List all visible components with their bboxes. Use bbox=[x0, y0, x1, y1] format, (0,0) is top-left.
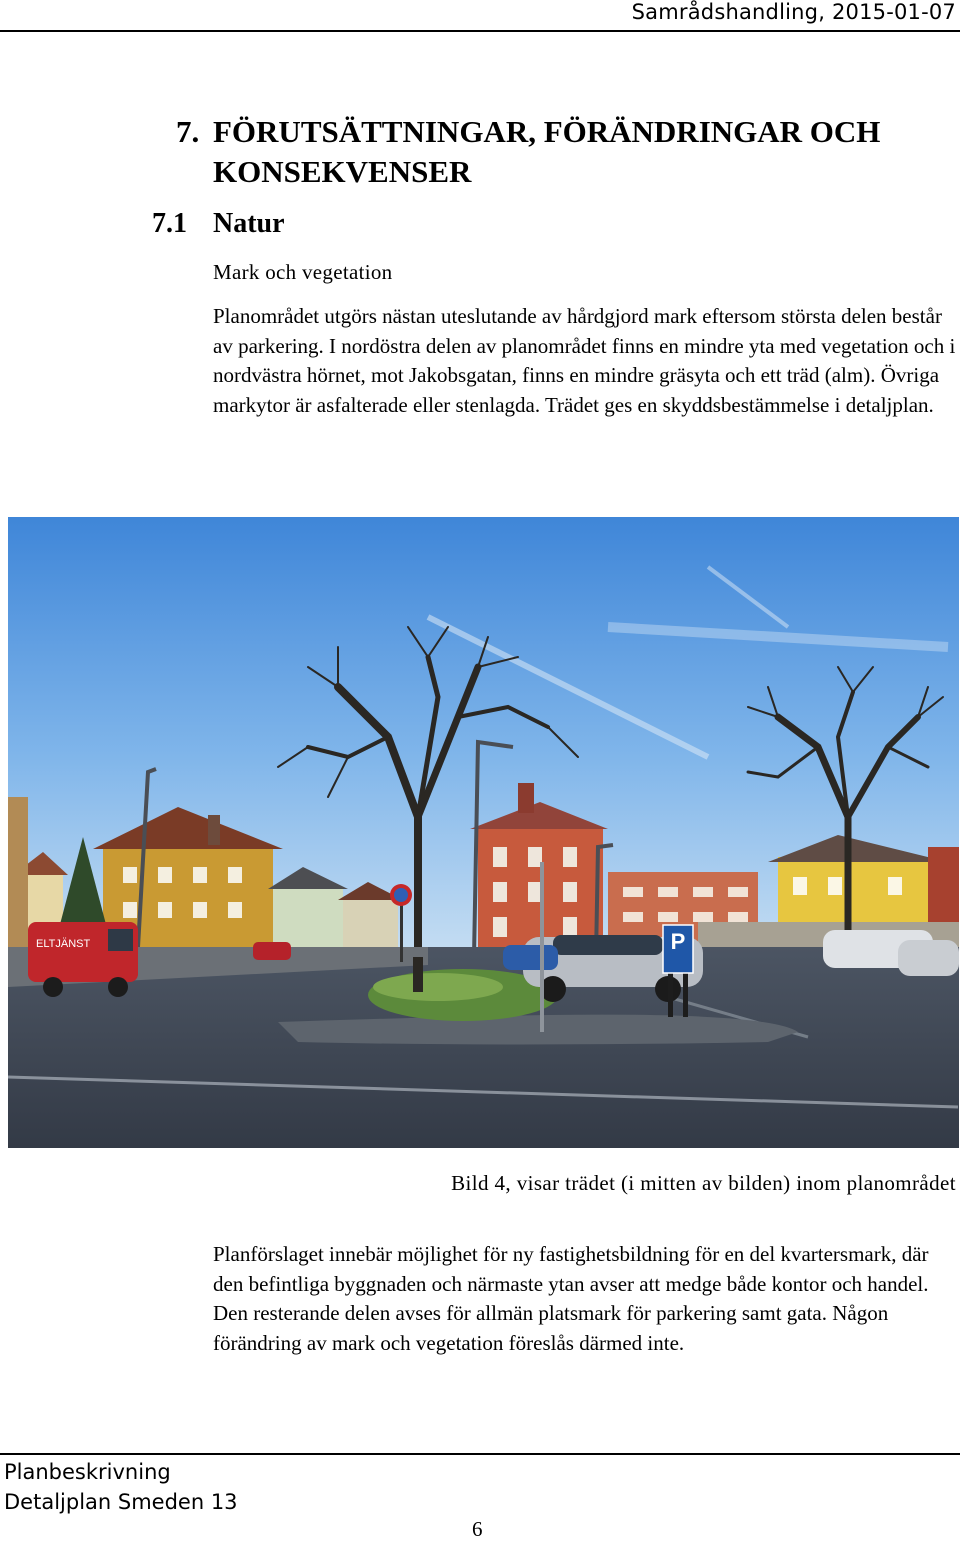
section-title-line2: KONSEKVENSER bbox=[213, 154, 472, 189]
photo-caption: Bild 4, visar trädet (i mitten av bilden) inom planområdet bbox=[451, 1171, 956, 1195]
site-photo bbox=[8, 517, 959, 1148]
subheading: Mark och vegetation bbox=[213, 260, 393, 284]
subsection-heading bbox=[152, 206, 285, 242]
footer-plan-name: Detaljplan Smeden 13 bbox=[4, 1490, 238, 1514]
footer-document-type: Planbeskrivning bbox=[4, 1460, 171, 1484]
parking-sign-label: P bbox=[670, 929, 686, 954]
van-label: ELTJÄNST bbox=[36, 938, 91, 950]
section-number: 7. bbox=[176, 114, 200, 149]
paragraph-proposal: Planförslaget innebär möjlighet för ny fastighetsbildning för en del kvartersmark, där den befintliga byggnaden och närmaste ytan avser att medge både kontor och handel. Den resterande delen avses för allmän platsmark för parkering samt gata. Någon förändring av mark och vegetation föreslås därmed inte. bbox=[213, 1242, 929, 1355]
footer-divider bbox=[0, 1453, 960, 1455]
section-heading bbox=[176, 112, 916, 192]
page-number: 6 bbox=[472, 1517, 483, 1541]
paragraph-nature: Planområdet utgörs nästan uteslutande av hårdgjord mark eftersom största delen består av parkering. I nordöstra delen av planområdet finns en mindre yta med vegetation och i nordvästra hörnet, mot Jakobsgatan, finns en mindre gräsyta och ett träd (alm). Övriga markytor är asfalterade eller stenlagda. Trädet ges en skyddsbestämmelse i detaljplan. bbox=[213, 304, 956, 417]
header-divider bbox=[0, 30, 960, 32]
header-date: Samrådshandling, 2015-01-07 bbox=[631, 0, 956, 24]
subsection-number: 7.1 bbox=[152, 208, 187, 239]
subsection-title: Natur bbox=[213, 208, 285, 239]
section-title-line1: FÖRUTSÄTTNINGAR, FÖRÄNDRINGAR OCH bbox=[213, 114, 881, 149]
